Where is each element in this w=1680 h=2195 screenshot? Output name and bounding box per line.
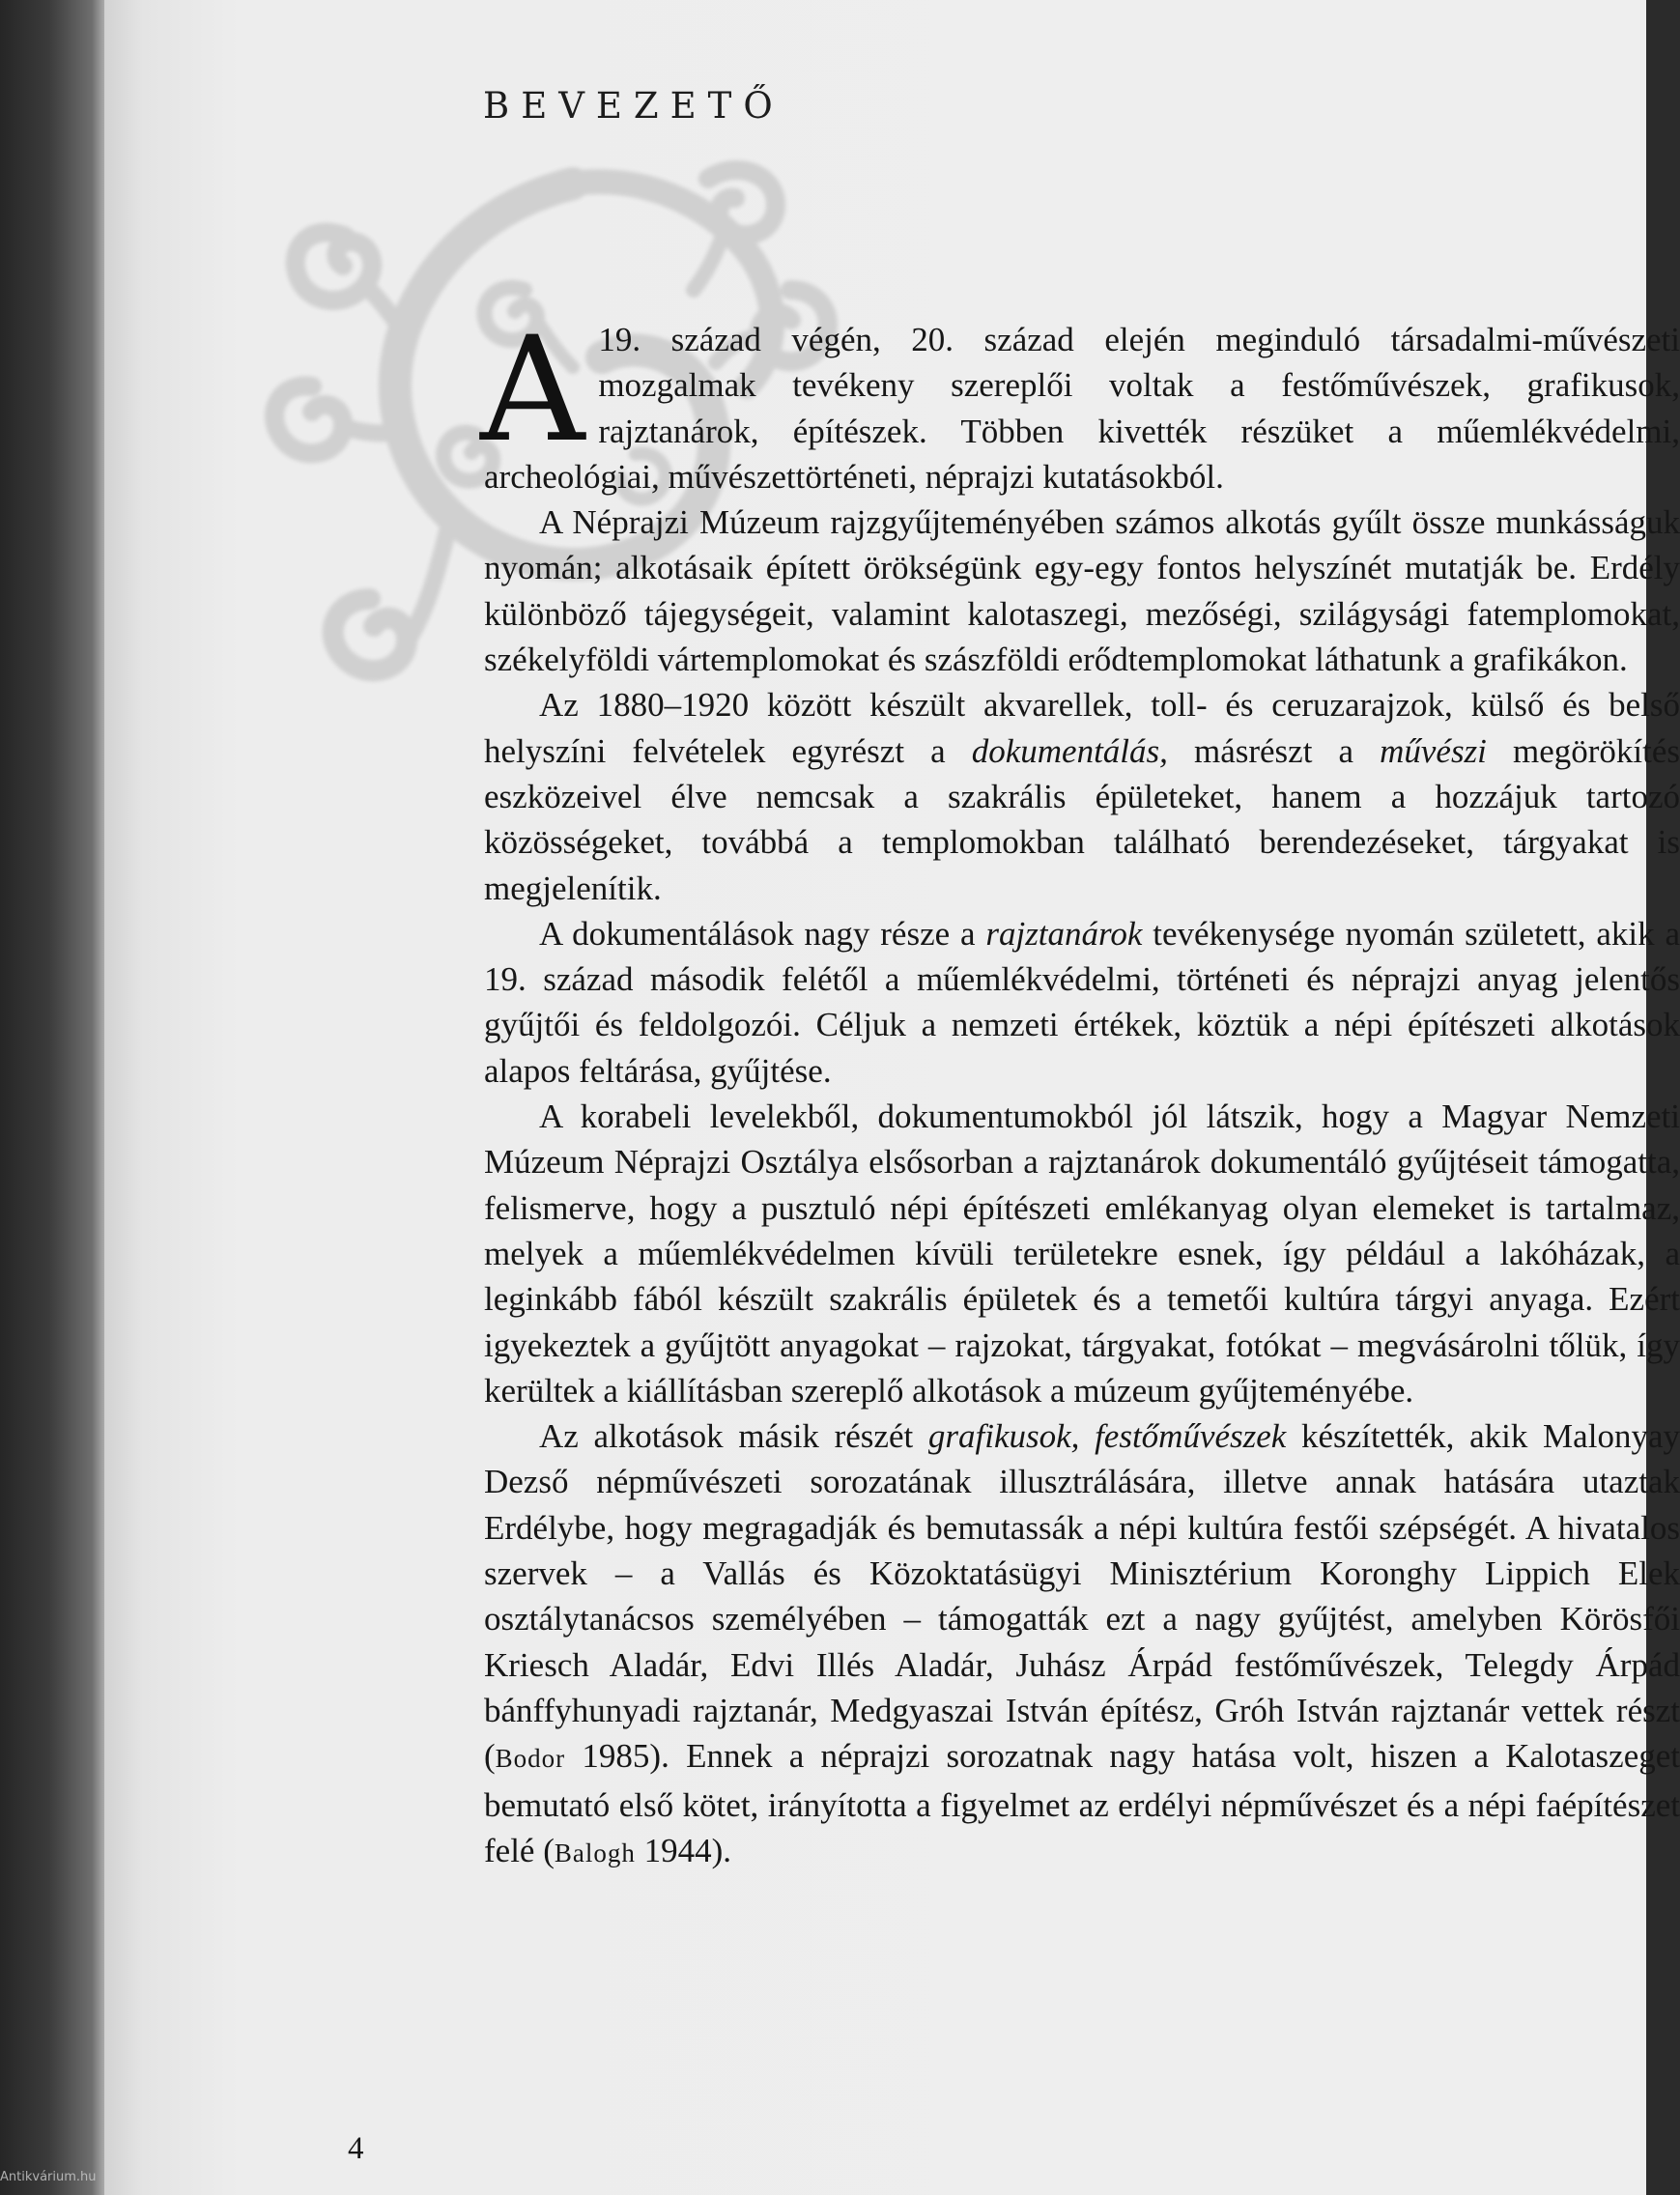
paragraph-text: A dokumentálások nagy része a	[539, 914, 986, 953]
italic-term: grafikusok, festőművészek	[927, 1417, 1287, 1456]
paragraph-text: tevékenysége nyomán született, akik a 19. század második felétől a műemlékvédelmi, történeti és néprajzi anyag jelentős gyűjtői és feldolgozói. Céljuk a nemzeti értékek, köztük a népi építészeti alkotások alapos feltárása, gyűjtése.	[484, 914, 1680, 1090]
paragraph-text: megörökítés eszközeivel élve nemcsak a szakrális épületeket, hanem a hozzájuk tartozó közösségeket, továbbá a templomokban található berendezéseket, tárgyakat is megjelenítik.	[484, 731, 1680, 907]
italic-term: dokumentálás,	[971, 731, 1168, 770]
paragraph-text: A Néprajzi Múzeum rajzgyűjteményében számos alkotás gyűlt össze munkásságuk nyomán; alkotásaik épített örökségünk egy-egy fontos helyszínét mutatják be. Erdély különböző tájegységeit, valamint kalotaszegi, mezőségi, szilágysági fatemplomokat, székelyföldi vártemplomokat és szászföldi erődtemplomokat láthatunk a grafikákon.	[484, 503, 1680, 679]
running-head: BEVEZETŐ	[483, 85, 784, 127]
page-number: 4	[348, 2131, 364, 2166]
paragraph-6	[484, 1413, 1680, 1876]
paragraph-text: 19. század végén, 20. század elején meginduló társadalmi-művészeti mozgalmak tevékeny szereplői voltak a festőművészek, grafikusok, rajztanárok, építészek. Többen kivették részüket a műemlékvédelmi, archeológiai, művészettörténeti, néprajzi kutatásokból.	[484, 321, 1680, 496]
paragraph-text: másrészt a	[1167, 731, 1381, 770]
paragraph-text: készítették, akik Malonyay Dezső népművészeti sorozatának illusztrálására, illetve annak hatására utaztak Erdélybe, hogy megragadják és bemutassák a népi kultúra festői szépségét. A hivatalos szervek – a Vallás és Közoktatásügyi Minisztérium Koronghy Lippich Elek osztálytanácsos személyében – támogatták ezt a nagy gyűjtést, amelyben Körösfői Kriesch Aladár, Edvi Illés Aladár, Juhász Árpád festőművészek, Telegdy Árpád bánffyhunyadi rajztanár, Medgyaszai István építész, Gróh István rajztanár vettek részt (	[484, 1417, 1680, 1776]
paragraph-text: Az alkotások másik részét	[539, 1417, 928, 1456]
paragraph-text: 1944).	[635, 1831, 732, 1869]
citation-author: Balogh	[554, 1838, 636, 1867]
paragraph-3	[484, 682, 1680, 910]
citation-author: Bodor	[495, 1744, 566, 1774]
watermark: Antikvárium.hu	[0, 2170, 97, 2184]
paragraph-1	[480, 306, 1680, 499]
paragraph-text: 1985). Ennek a néprajzi sorozatnak nagy hatása volt, hiszen a Kalotaszeget bemutató első kötet, irányította a figyelmet az erdélyi népművészet és a népi faépítészet felé (	[484, 1737, 1680, 1869]
body-text	[480, 306, 1680, 1876]
paragraph-5	[484, 1094, 1680, 1413]
book-binding-shadow	[0, 0, 108, 2195]
paragraph-text: A korabeli levelekből, dokumentumokból jól látszik, hogy a Magyar Nemzeti Múzeum Néprajzi Osztálya elsősorban a rajztanárok dokumentáló gyűjtéseit támogatta, felismerve, hogy a pusztuló népi építészeti emlékanyag olyan elemeket is tartalmaz, melyek a műemlékvédelmen kívüli területekre esnek, így például a lakóházak, a leginkább fából készült szakrális épületek és a temetői kultúra tárgyi anyaga. Ezért igyekeztek a gyűjtött anyagokat – rajzokat, tárgyakat, fotókat – megvásárolni tőlük, így kerültek a kiállításban szereplő alkotások a múzeum gyűjteményébe.	[484, 1098, 1680, 1410]
drop-cap: A	[480, 306, 585, 474]
paragraph-4	[484, 911, 1680, 1094]
italic-term: rajztanárok	[985, 914, 1143, 953]
book-page	[104, 0, 1680, 2195]
paragraph-text: Az 1880–1920 között készült akvarellek, toll- és ceruzarajzok, külső és belső helyszíni felvételek egyrészt a	[484, 686, 1680, 770]
italic-term: művészi	[1380, 731, 1487, 770]
paragraph-2	[484, 499, 1680, 682]
